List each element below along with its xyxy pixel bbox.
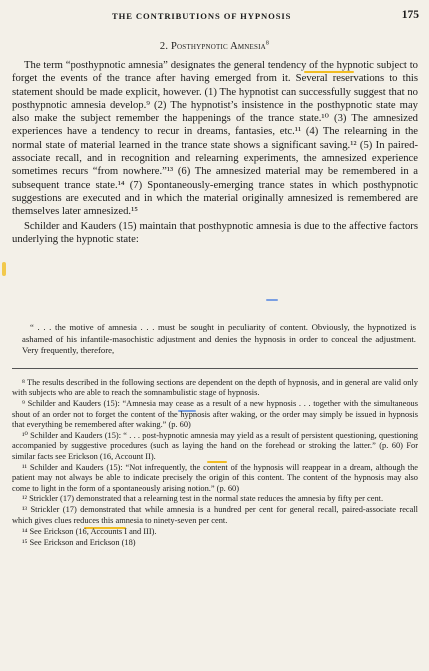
book-page: [8, 0, 421, 671]
footnote-10: ¹⁰ Schilder and Kauders (15): “ . . . post-hypnotic amnesia may yield as a result of persistent questioning, questioning accompanied by suggestive procedures (such as laying the hand on the forehead or stroking the latter.” (p. 60) For similar facts see Erickson (16, Account II).: [12, 431, 418, 461]
pen-arrow-mark-1: [266, 299, 278, 301]
footnote-9: ⁹ Schilder and Kauders (15): “Amnesia may cease as a result of a new hypnosis . . . together with the simultaneous shout of an order not to forget the content of the hypnosis after waking, or the order may simply be issued in hypnosis that everything be remembered after waking.” (p. 60): [12, 399, 418, 430]
footnote-13: ¹³ Strickler (17) demonstrated that while amnesia is a hundred per cent for general recall, paired-associate recall which gives clues reduces this amnesia to ninety-seven per cent.: [12, 505, 418, 525]
section-title: Posthypnotic Amnesia: [170, 41, 266, 52]
footnote-14: ¹⁴ See Erickson (16, Accounts I and III).: [22, 526, 157, 536]
footnote-8: ⁸ The results described in the following sections are dependent on the depth of hypnosis, and in general are valid only with subjects who are able to reach the somnambulistic stage of hypnosis.: [12, 378, 418, 398]
running-head: [8, 9, 421, 23]
paragraph-schilder-kauders: Schilder and Kauders (15) maintain that posthypnotic amnesia is due to the affective factors underlying the hypnotic state:: [12, 220, 418, 245]
page-number: 175: [401, 9, 419, 21]
footnote-divider: [12, 368, 418, 369]
footnotes: [12, 378, 418, 549]
paragraph-definition: The term “posthypnotic amnesia” designates the general tendency of the hypnotic subject to forget the events of the trance after having emerged from it. Several reservations to this statement should be made explicit, however. (1) The hypnotist can successfully suggest that no posthypnotic amnesia develop.⁹ (2) The hypnotist’s insistence in the posthypnotic state may also make the subject remember the happenings of the trance state.¹⁰ (3) The amnesized experiences have a tendency to recur in dreams, fantasies, etc.¹¹ (4) The relearning in the normal state of material learned in the trance state shows a significant saving.¹² (5) In paired-associate recall, and in recognition and relearning experiments, the amnesized experience sometimes recurs “from nowhere.”¹³ (6) The amnesized material may be remembered in a subsequent trance state.¹⁴ (7) Spontaneously-emerging trance states in which posthypnotic suggestions are executed and in which the material originally amnesized is remembered are themselves later amnesized.¹⁵: [12, 60, 418, 218]
quote-text: “ . . . the motive of amnesia . . . must be sought in peculiarity of content. Obviously, the hypnotized is ashamed of his infantile-masochistic adjustment and denies the hypnosis in order to conceal the adjustment. Very frequently, therefore,: [22, 322, 416, 356]
footnote-15: ¹⁵ See Erickson and Erickson (18): [22, 537, 136, 547]
section-heading: [8, 41, 421, 52]
margin-highlight-mark: [2, 262, 6, 276]
body-text: [12, 59, 418, 246]
running-head-title: THE CONTRIBUTIONS OF HYPNOSIS: [112, 11, 292, 21]
section-footnote-ref: 8: [265, 40, 270, 47]
section-number: 2.: [159, 41, 169, 52]
block-quote: [22, 322, 416, 357]
footnote-11: ¹¹ Schilder and Kauders (15): “Not infrequently, the content of the hypnosis will reappear in a dream, although the patient may not always be able to indicate precisely the origin of this content. The content of the hypnosis may also come to light in the form of a spontaneously arising notion.” (p. 60): [12, 462, 418, 493]
footnote-12: ¹² Strickler (17) demonstrated that a relearning test in the normal state reduces the amnesia by fifty per cent.: [22, 494, 384, 504]
